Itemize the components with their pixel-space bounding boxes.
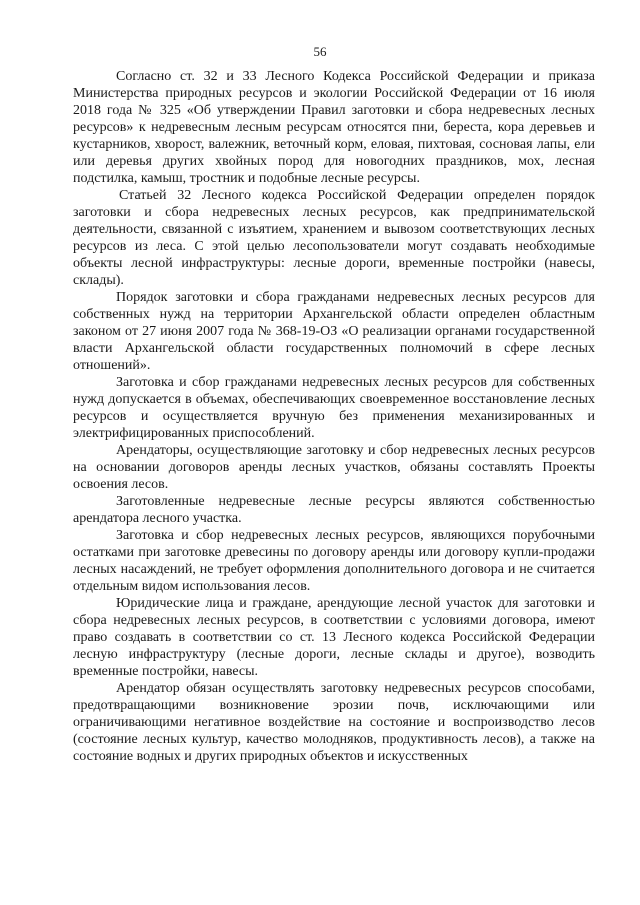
paragraph-lessee-obligations: Арендатор обязан осуществлять заготовку недревесных ресурсов способами, предотвращающими возникновение эрозии почв, исключающими или ограничивающими негативное воздействие на состояние и воспроизводство лесов (состояние лесных культур, качество молодняков, продуктивность лесов), а также на состояние водных и других природных объектов и искусственных <box>73 681 595 764</box>
paragraph-lessees-projects: Арендаторы, осуществляющие заготовку и сбор недревесных лесных ресурсов на основании договоров аренды лесных участков, обязаны составлять Проекты освоения лесов. <box>73 443 595 492</box>
paragraph-nontimber-resources-definition: Согласно ст. 32 и 33 Лесного Кодекса Российской Федерации и приказа Министерства природных ресурсов и экологии Российской Федерации от 16 июля 2018 года № 325 «Об утверждении Правил заготовки и сбора недревесных лесных ресурсов» к недревесным лесным ресурсам относятся пни, береста, кора деревьев и кустарников, хворост, валежник, веточный корм, еловая, пихтовая, сосновая лапы, ели или деревья других хвойных пород для новогодних праздников, мох, лесная подстилка, камыш, тростник и подобные лесные ресурсы. <box>73 69 595 186</box>
paragraph-ownership: Заготовленные недревесные лесные ресурсы являются собственностью арендатора лесного участка. <box>73 494 595 526</box>
paragraph-regional-law: Порядок заготовки и сбора гражданами недревесных лесных ресурсов для собственных нужд на территории Архангельской области определен областным законом от 27 июня 2007 года № 368-19-ОЗ «О реализации органами государственной власти Архангельской области государственных полномочий в сфере лесных отношений». <box>73 290 595 373</box>
body-text <box>73 68 595 765</box>
page-number: 56 <box>313 44 327 59</box>
paragraph-logging-residues: Заготовка и сбор недревесных лесных ресурсов, являющихся порубочными остатками при заготовке древесины по договору аренды или договору купли-продажи лесных насаждений, не требует оформления дополнительного договора и не считается отдельным видом использования лесов. <box>73 528 595 594</box>
paragraph-personal-needs: Заготовка и сбор гражданами недревесных лесных ресурсов для собственных нужд допускается в объемах, обеспечивающих своевременное восстановление лесных ресурсов и осуществляется вручную без применения механизированных и электрифицированных приспособлений. <box>73 375 595 441</box>
paragraph-infrastructure-rights: Юридические лица и граждане, арендующие лесной участок для заготовки и сбора недревесных лесных ресурсов, в соответствии с условиями договора, имеют право создавать в соответствии со ст. 13 Лесного кодекса Российской Федерации лесную инфраструктуру (лесные дороги, лесные склады и другое), возводить временные постройки, навесы. <box>73 596 595 679</box>
paragraph-article-32-procedure: Статьей 32 Лесного кодекса Российской Федерации определен порядок заготовки и сбора недревесных лесных ресурсов, как предпринимательской деятельности, связанной с изъятием, хранением и вывозом соответствующих лесных ресурсов из леса. С этой целью лесопользователи могут создавать необходимые объекты лесной инфраструктуры: лесные дороги, временные постройки (навесы, склады). <box>73 188 595 288</box>
